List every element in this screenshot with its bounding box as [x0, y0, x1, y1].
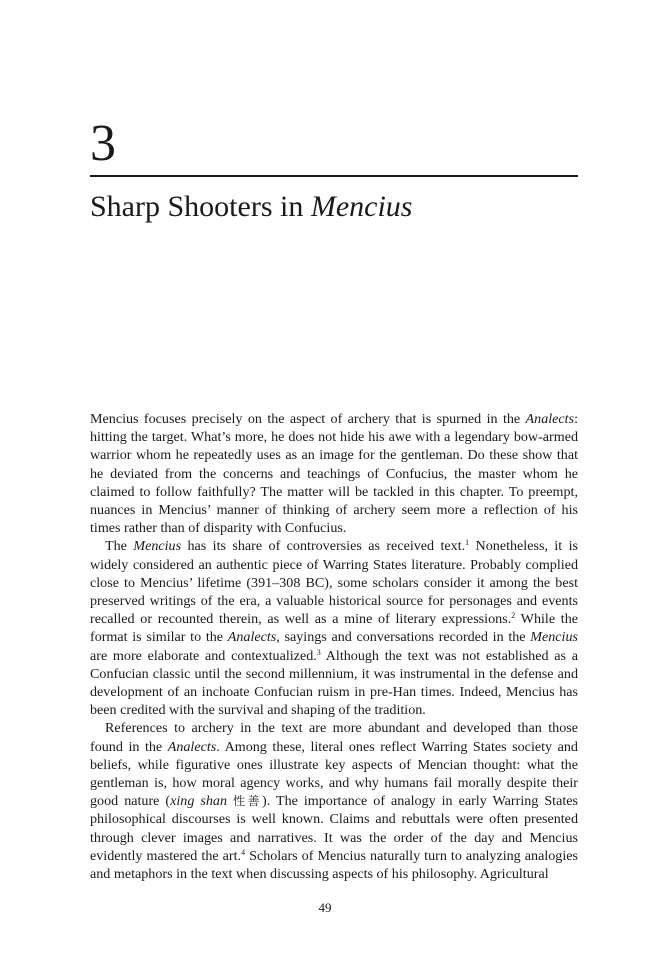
text-run: : hitting the target. What’s more, he does not hide his awe with a legendary bow-armed warrior whom he repeatedly uses as an image for the gentleman. Do these show that he deviated from the concerns and teachings of Confucius, the master whom he claimed to follow faithfully? The matter will be tackled in this chapter. To preempt, nuances in Mencius’ manner of thinking of archery seem more a reflection of his times rather than of disparity with Confucius.: [90, 411, 578, 537]
paragraph: [90, 537, 578, 719]
chapter-title-italic: Mencius: [310, 190, 413, 223]
paragraph: [90, 410, 578, 537]
body-text: [90, 410, 578, 883]
text-run: 性善: [233, 794, 262, 809]
chapter-number: 3: [90, 115, 116, 172]
chapter-title-text: Sharp Shooters in: [90, 190, 311, 223]
page-number: 49: [318, 900, 332, 915]
text-run: While the format is similar to the: [90, 611, 578, 646]
text-run: Mencius focuses precisely on the aspect of archery that is spurned in the: [90, 411, 526, 427]
italic-text: Analects: [525, 411, 575, 427]
footnote-marker[interactable]: 4: [241, 847, 246, 857]
text-run: Scholars of Mencius naturally turn to analyzing analogies and metaphors in the text when discussing aspects of his philosophy. Agricultural: [90, 847, 578, 883]
italic-text: Mencius: [133, 538, 182, 555]
footnote-marker[interactable]: 2: [511, 611, 516, 621]
text-run: References to archery in the text are more abundant and developed than those found in the: [90, 720, 578, 755]
italic-text: xing shan: [170, 793, 228, 810]
text-run: , sayings and conversations recorded in the: [276, 629, 531, 646]
text-run: The: [105, 538, 134, 555]
italic-text: Analects: [167, 738, 217, 755]
chapter-rule: [90, 175, 578, 177]
italic-text: Analects: [227, 629, 277, 646]
text-run: has its share of controversies as received text.: [181, 538, 466, 555]
text-run: Although the text was not established as a Confucian classic until the second millennium, it was instrumental in the defense and development of an inchoate Confucian ruism in pre-Han times. Indeed, Mencius has been credited with the survival and shaping of the tradition.: [90, 647, 578, 719]
paragraph: [90, 719, 578, 883]
chapter-title: [90, 189, 412, 225]
text-run: Nonetheless, it is widely considered an authentic piece of Warring States literature. Probably complied close to Mencius’ lifetime (391–308 BC), some scholars consider it among the best preserved writings of the era, a valuable historical source for personages and events recalled or recounted therein, as well as a mine of literary expressions.: [90, 538, 579, 628]
footnote-marker[interactable]: 3: [316, 647, 321, 657]
text-run: . Among these, literal ones reflect Warring States society and beliefs, while figurative ones illustrate key aspects of Mencian thought: what the gentleman is, how moral agency works, and why humans fail morally despite their good nature (: [90, 738, 578, 810]
text-run: ). The importance of analogy in early Warring States philosophical discourses is well known. Claims and rebuttals were often presented through clever images and narratives. It was the order of the day and Mencius evidently mastered the art.: [90, 793, 578, 864]
footnote-marker[interactable]: 1: [465, 538, 470, 548]
italic-text: Mencius: [530, 629, 578, 646]
text-run: are more elaborate and contextualized.: [90, 647, 317, 664]
